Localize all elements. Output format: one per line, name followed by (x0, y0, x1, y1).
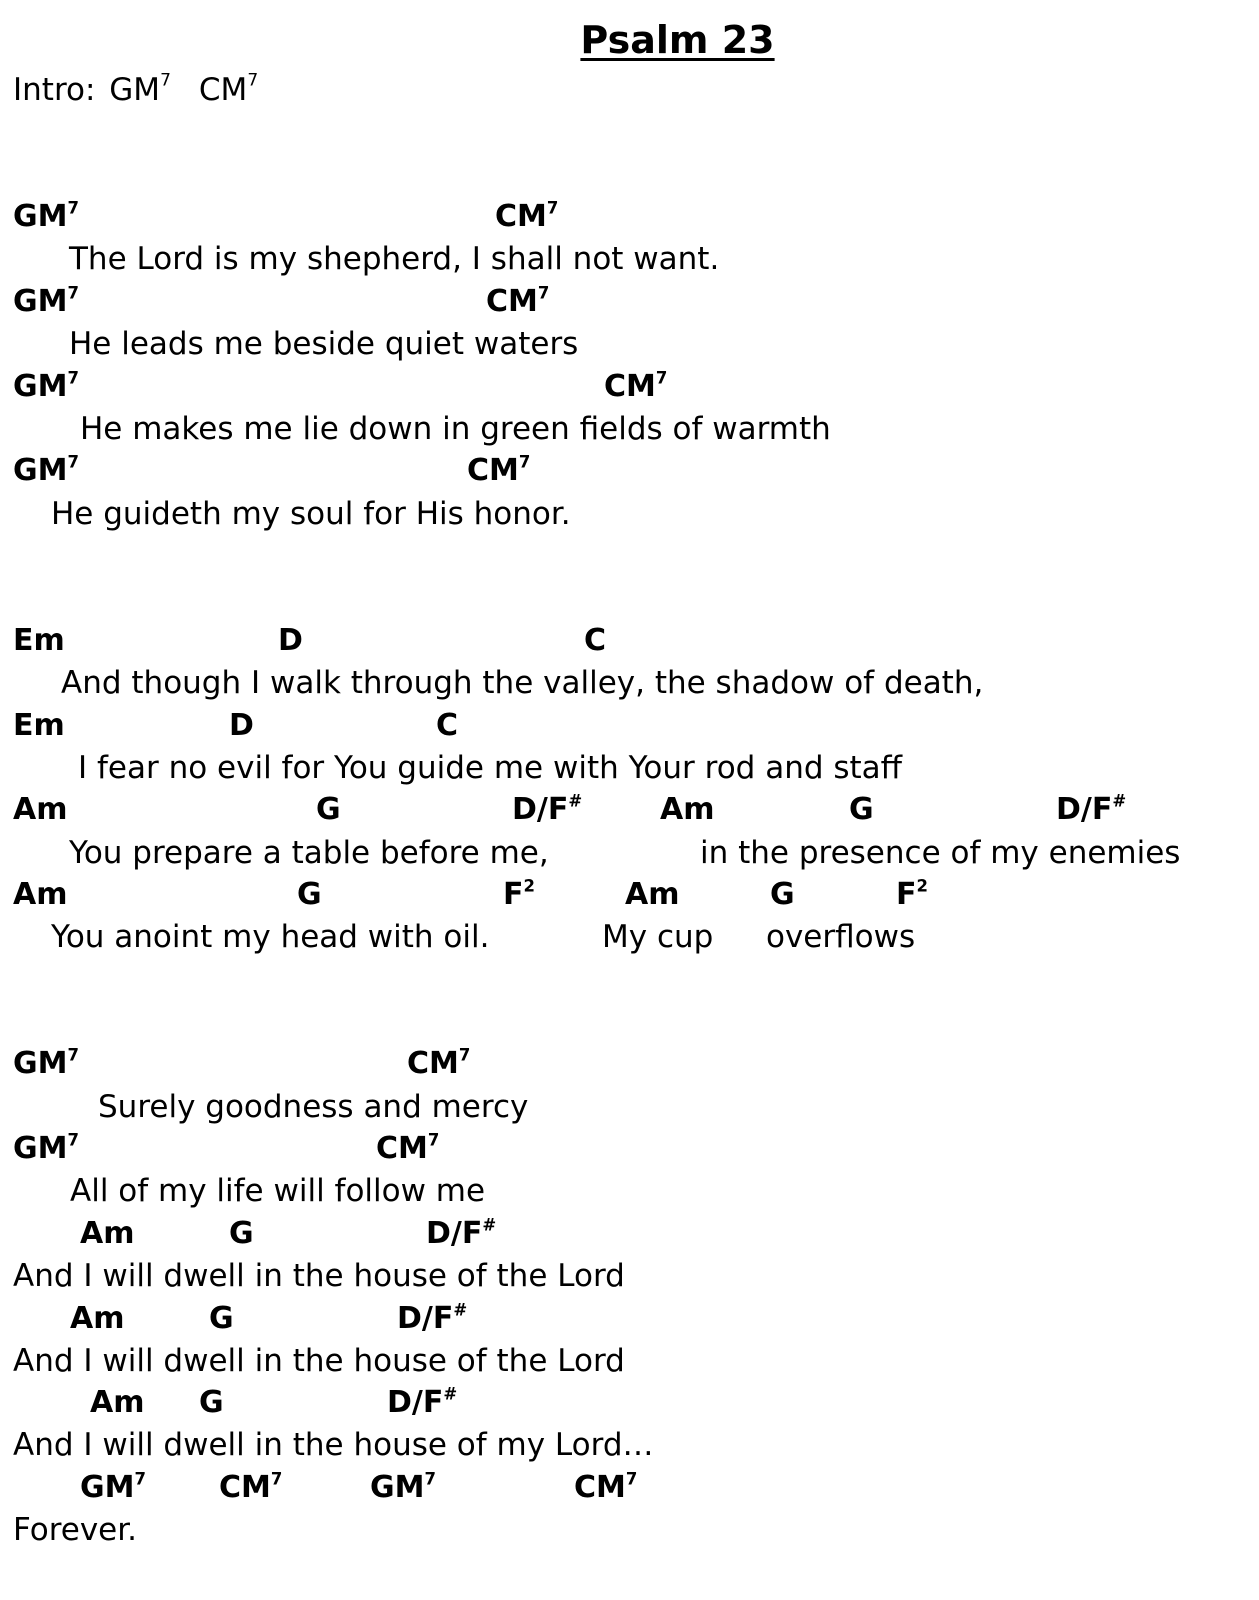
chord-root: CM (604, 369, 656, 404)
chord-root: CM (486, 284, 538, 319)
chord-extension: # (568, 791, 583, 811)
intro-chord: $GM^7$ (109, 70, 171, 108)
chord-extension: # (1112, 791, 1127, 811)
chord-symbol (495, 198, 559, 234)
chord-symbol (278, 623, 303, 658)
chord-root: Am (13, 877, 68, 912)
chord-root: GM (370, 1470, 425, 1505)
intro-chord: $CM^7$ (198, 70, 259, 108)
chord-symbol (229, 708, 254, 743)
chord-symbol (90, 1385, 145, 1420)
chord-root: Am (70, 1301, 125, 1336)
chord-extension: 7 (424, 1469, 436, 1489)
chord-extension: 7 (537, 283, 550, 303)
lyric-line: He makes me lie down in green fields of warmth (80, 411, 831, 447)
chord-root: D/F (1056, 792, 1113, 827)
chord-root: G (316, 792, 341, 827)
chord-root: CM (219, 1470, 271, 1505)
chord-root: GM (13, 453, 68, 488)
chord-symbol (625, 877, 680, 912)
chord-extension: 7 (67, 1045, 79, 1065)
lyric-line: in the presence of my enemies (700, 835, 1181, 871)
chord-symbol (13, 1130, 79, 1166)
chord-extension: # (443, 1384, 458, 1404)
lyric-line: You prepare a table before me, (69, 835, 549, 871)
lyric-line: The Lord is my shepherd, I shall not want. (69, 241, 720, 277)
lyric-line: He guideth my soul for His honor. (51, 496, 571, 532)
chord-symbol (436, 708, 459, 743)
chord-symbol (297, 877, 322, 912)
chord-symbol (770, 877, 795, 912)
chord-extension: # (482, 1215, 497, 1235)
chord-symbol (70, 1301, 125, 1336)
chord-root: Em (13, 708, 65, 743)
chord-root: CM (495, 199, 547, 234)
chord-root: C (436, 708, 459, 743)
chord-symbol (486, 283, 550, 319)
chord-symbol (397, 1300, 468, 1336)
lyric-line: I fear no evil for You guide me with Your rod and staff (78, 750, 903, 786)
chord-root: C (584, 623, 607, 658)
chord-symbol (13, 368, 79, 404)
chord-root: G (199, 1385, 224, 1420)
chord-symbol (13, 792, 68, 827)
chord-root: D/F (426, 1216, 483, 1251)
chord-symbol (209, 1301, 234, 1336)
chord-extension: 7 (655, 368, 668, 388)
lyric-line: And I will dwell in the house of my Lord… (13, 1427, 654, 1463)
chord-symbol (896, 876, 928, 912)
chord-root: G (849, 792, 874, 827)
chord-symbol (229, 1216, 254, 1251)
lyric-line: He leads me beside quiet waters (69, 326, 579, 362)
chord-symbol (316, 792, 341, 827)
chord-symbol (512, 791, 583, 827)
chord-symbol (80, 1216, 135, 1251)
chord-root: CM (467, 453, 519, 488)
chord-symbol (13, 877, 68, 912)
chord-symbol (584, 623, 607, 658)
song-title: Psalm 23 (580, 18, 775, 62)
chord-root: CM (407, 1046, 459, 1081)
lyric-line: And I will dwell in the house of the Lord (13, 1343, 625, 1379)
chord-extension: 7 (546, 198, 559, 218)
chord-root: G (209, 1301, 234, 1336)
chord-symbol (13, 452, 79, 488)
chord-extension: 7 (67, 198, 79, 218)
chord-symbol (13, 623, 65, 658)
chord-symbol (80, 1469, 146, 1505)
chord-root: GM (13, 199, 68, 234)
chord-root: G (229, 1216, 254, 1251)
chord-root: GM (13, 1131, 68, 1166)
chord-symbol (13, 708, 65, 743)
chord-root: G (297, 877, 322, 912)
chord-extension: 7 (67, 1130, 79, 1150)
chord-symbol (503, 876, 535, 912)
chord-symbol (370, 1469, 436, 1505)
chord-extension: # (453, 1300, 468, 1320)
chord-symbol (13, 1045, 79, 1081)
chord-root: GM (13, 369, 68, 404)
chord-root: Am (80, 1216, 135, 1251)
lyric-line: overflows (766, 919, 916, 955)
chord-root: D (278, 623, 303, 658)
chord-extension: 7 (427, 1130, 440, 1150)
chord-extension: 2 (916, 876, 928, 896)
chord-symbol (13, 198, 79, 234)
chord-root: D/F (397, 1301, 454, 1336)
lyric-line: Surely goodness and mercy (98, 1089, 529, 1125)
chord-root: D (229, 708, 254, 743)
lyric-line: My cup (602, 919, 714, 955)
chord-extension: 7 (67, 368, 79, 388)
chord-symbol (376, 1130, 440, 1166)
chord-root: D/F (387, 1385, 444, 1420)
lyric-line: You anoint my head with oil. (51, 919, 490, 955)
chord-root: F (896, 877, 917, 912)
chord-symbol (426, 1215, 497, 1251)
chord-symbol (574, 1469, 638, 1505)
chord-root: D/F (512, 792, 569, 827)
chord-extension: 2 (523, 876, 535, 896)
lyric-line: And though I walk through the valley, the shadow of death, (61, 665, 984, 701)
chord-symbol (1056, 791, 1127, 827)
intro-label: Intro: (13, 72, 96, 108)
chord-extension: 7 (270, 1469, 283, 1489)
chord-extension: 7 (67, 452, 79, 472)
chord-symbol (467, 452, 531, 488)
chord-extension: 7 (518, 452, 531, 472)
chord-root: Am (625, 877, 680, 912)
intro-line (13, 72, 258, 108)
chord-symbol (407, 1045, 471, 1081)
lyric-line: Forever. (13, 1512, 137, 1548)
chord-symbol (13, 283, 79, 319)
chord-root: CM (376, 1131, 428, 1166)
chord-extension: 7 (458, 1045, 471, 1065)
chord-extension: 7 (67, 283, 79, 303)
chord-root: Am (90, 1385, 145, 1420)
chord-symbol (199, 1385, 224, 1420)
chord-symbol (219, 1469, 283, 1505)
chord-extension: 7 (625, 1469, 638, 1489)
chord-root: GM (13, 284, 68, 319)
chord-root: G (770, 877, 795, 912)
chord-root: Em (13, 623, 65, 658)
chord-root: Am (660, 792, 715, 827)
chord-root: Am (13, 792, 68, 827)
chord-extension: 7 (134, 1469, 146, 1489)
chord-root: CM (574, 1470, 626, 1505)
chord-root: F (503, 877, 524, 912)
lyric-line: All of my life will follow me (70, 1173, 486, 1209)
chord-symbol (387, 1384, 458, 1420)
chord-symbol (849, 792, 874, 827)
chord-root: GM (80, 1470, 135, 1505)
chord-symbol (660, 792, 715, 827)
chord-root: GM (13, 1046, 68, 1081)
lyric-line: And I will dwell in the house of the Lord (13, 1258, 625, 1294)
chord-symbol (604, 368, 668, 404)
